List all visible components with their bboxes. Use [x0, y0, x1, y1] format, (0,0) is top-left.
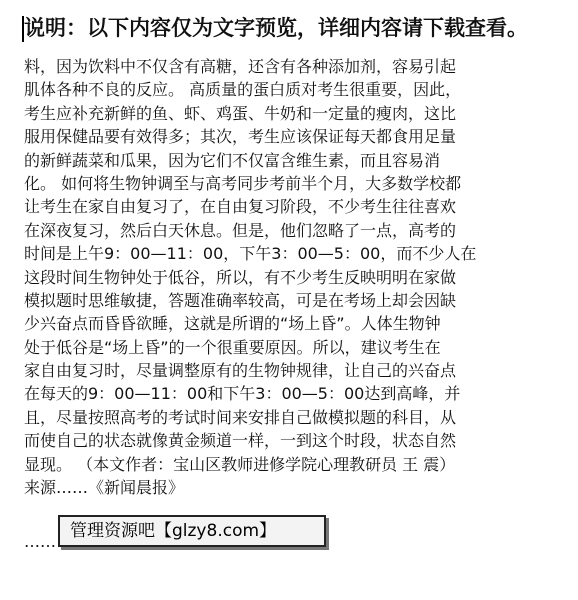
text-line: 在每天的9：00—11：00和下午3：00—5：00达到高峰，并 — [24, 384, 461, 404]
text-line: 这段时间生物钟处于低谷，所以，有不少考生反映明明在家做 — [24, 267, 457, 287]
text-line: 服用保健品要有效得多；其次，考生应该保证每天都食用足量 — [24, 127, 457, 147]
text-line: 让考生在家自由复习了，在自由复习阶段，不少考生往往喜欢 — [24, 197, 457, 217]
text-line: 且，尽量按照高考的考试时间来安排自己做模拟题的科目，从 — [24, 407, 457, 427]
text-line: 家自由复习时，尽量调整原有的生物钟规律，让自己的兴奋点 — [24, 361, 457, 381]
text-line: 显现。 （本文作者：宝山区教师进修学院心理教研员 王 震） — [24, 454, 456, 474]
document-body — [24, 55, 554, 499]
watermark-stamp: 管理资源吧【glzy8.com】 — [58, 515, 326, 547]
text-line: 考生应补充新鲜的鱼、虾、鸡蛋、牛奶和一定量的瘦肉，这比 — [24, 103, 457, 123]
continuation-ellipsis: …… — [24, 532, 56, 551]
text-line: 模拟题时思维敏捷，答题准确率较高，可是在考场上却会因缺 — [24, 290, 457, 310]
text-line: 肌体各种不良的反应。 高质量的蛋白质对考生很重要，因此， — [24, 80, 462, 100]
text-line: 料，因为饮料中不仅含有高糖，还含有各种添加剂，容易引起 — [24, 57, 457, 76]
text-line: 的新鲜蔬菜和瓜果，因为它们不仅富含维生素，而且容易消 — [24, 150, 441, 170]
text-line: 处于低谷是“场上昏”的一个很重要原因。所以，建议考生在 — [24, 337, 441, 357]
text-line: 而使自己的状态就像黄金频道一样，一到这个时段，状态自然 — [24, 431, 457, 451]
text-line: 少兴奋点而昏昏欲睡，这就是所谓的“场上昏”。人体生物钟 — [24, 314, 441, 334]
preview-notice: 说明：以下内容仅为文字预览，详细内容请下载查看。 — [24, 16, 528, 40]
text-line: 在深夜复习，然后白天休息。但是，他们忽略了一点，高考的 — [24, 220, 457, 240]
text-line: 来源……《新闻晨报》 — [24, 478, 185, 498]
text-line: 时间是上午9：00—11：00，下午3：00—5：00，而不少人在 — [24, 244, 477, 264]
text-line: 化。 如何将生物钟调至与高考同步考前半个月，大多数学校都 — [24, 173, 462, 193]
